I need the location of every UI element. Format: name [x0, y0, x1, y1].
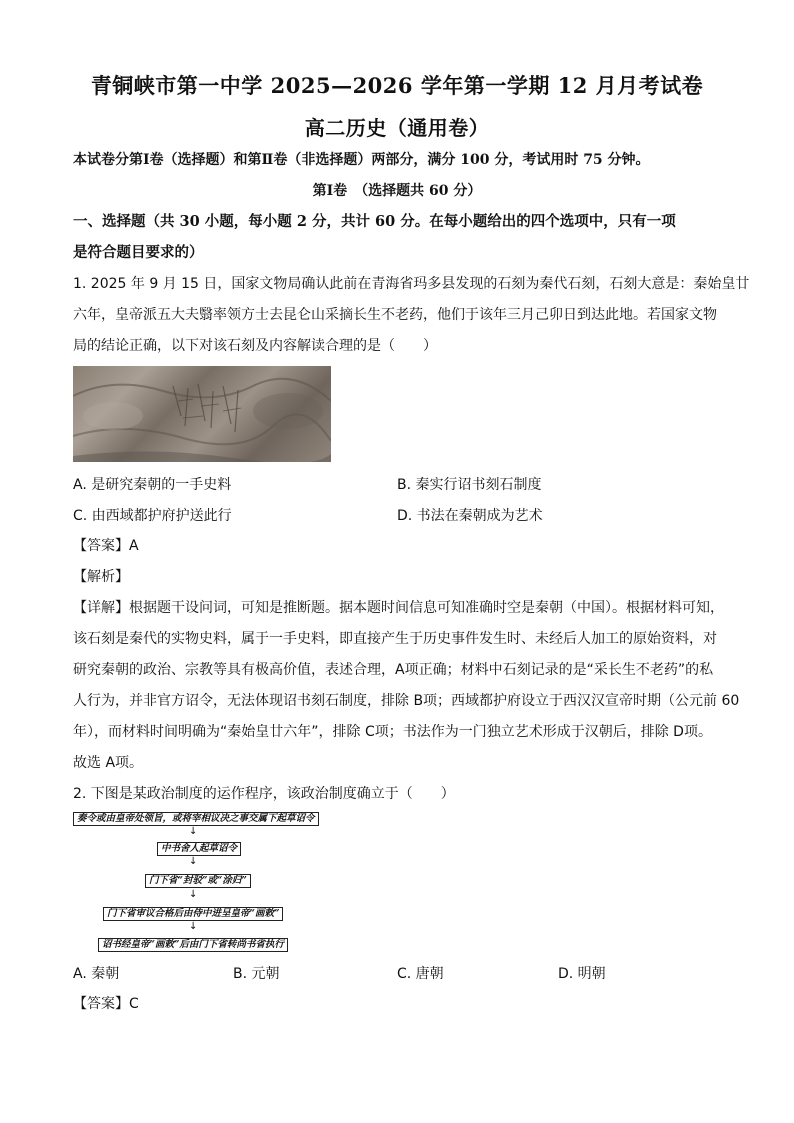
section-instructions-line2: 是符合题目要求的） — [73, 244, 204, 261]
exam-subtitle: 高二历史（通用卷） — [304, 116, 490, 140]
q2-stem: 2. 下图是某政治制度的运作程序，该政治制度确立于（ ） — [73, 786, 455, 802]
q2-option-c: C. 唐朝 — [397, 966, 444, 982]
q1-stem-line3: 局的结论正确，以下对该石刻及内容解读合理的是（ ） — [73, 338, 437, 354]
exam-title: 青铜峡市第一中学 2025—2026 学年第一学期 12 月月考试卷 — [90, 73, 704, 98]
q2-answer: 【答案】C — [73, 996, 139, 1012]
section-instructions-line1: 一、选择题（共 30 小题，每小题 2 分，共计 60 分。在每小题给出的四个选项中，只有一项 — [73, 213, 676, 230]
flow-step-2: 中书舍人起草诏令 — [157, 842, 241, 856]
flow-step-3: 门下省“封驳”或“涂归” — [145, 874, 251, 888]
q1-detail-line: 年），而材料时间明确为“秦始皇廿六年”，排除 C项；书法作为一门独立艺术形成于汉朝后，排除 D项。 — [73, 724, 712, 740]
part1-heading: 第Ⅰ卷 （选择题共 60 分） — [312, 183, 482, 199]
q1-analysis-label: 【解析】 — [73, 569, 129, 585]
stone-texture-graphic — [73, 366, 331, 462]
q1-stem-line2: 六年，皇帝派五大夫翳率领方士去昆仑山采摘长生不老药，他们于该年三月己卯日到达此地。若国家文物 — [73, 307, 717, 323]
q1-answer: 【答案】A — [73, 538, 139, 554]
flow-step-1: 奏令或由皇帝处领旨，或将宰相议决之事交属下起草诏令 — [73, 812, 319, 826]
stone-carving-photo — [73, 366, 331, 462]
q1-option-c: C. 由西域都护府护送此行 — [73, 508, 232, 524]
flow-arrow: ↓ — [189, 921, 198, 932]
q1-stem-line1: 1. 2025 年 9 月 15 日，国家文物局确认此前在青海省玛多县发现的石刻为秦代石刻，石刻大意是：秦始皇廿 — [73, 276, 750, 292]
q1-detail-line: 研究秦朝的政治、宗教等具有极高价值，表述合理，A项正确；材料中石刻记录的是“采长生不老药”的私 — [73, 662, 714, 678]
government-procedure-flowchart — [73, 812, 343, 957]
flow-arrow: ↓ — [189, 889, 198, 900]
q1-detail-line: 【详解】根据题干设问词，可知是推断题。据本题时间信息可知准确时空是秦朝（中国）。根据材料可知， — [73, 600, 724, 616]
exam-intro: 本试卷分第Ⅰ卷（选择题）和第Ⅱ卷（非选择题）两部分，满分 100 分，考试用时 75 分钟。 — [73, 152, 650, 168]
flow-arrow: ↓ — [189, 826, 198, 837]
q2-option-b: B. 元朝 — [233, 966, 280, 982]
q2-option-a: A. 秦朝 — [73, 966, 120, 982]
q1-option-d: D. 书法在秦朝成为艺术 — [397, 508, 543, 524]
q2-option-d: D. 明朝 — [558, 966, 606, 982]
q1-detail-line: 故选 A项。 — [73, 755, 144, 771]
q1-detail-line: 该石刻是秦代的实物史料，属于一手史料，即直接产生于历史事件发生时、未经后人加工的原始资料，对 — [73, 631, 717, 647]
flow-arrow: ↓ — [189, 856, 198, 867]
q1-option-b: B. 秦实行诏书刻石制度 — [397, 477, 542, 493]
q1-detail-line: 人行为，并非官方诏令，无法体现诏书刻石制度，排除 B项；西域都护府设立于西汉汉宣帝时期（公元前 60 — [73, 693, 740, 709]
flow-step-5: 诏书经皇帝“画敕”后由门下省转尚书省执行 — [98, 938, 288, 952]
flow-step-4: 门下省审议合格后由侍中进呈皇帝“画敕” — [103, 907, 283, 921]
q1-option-a: A. 是研究秦朝的一手史料 — [73, 477, 232, 493]
